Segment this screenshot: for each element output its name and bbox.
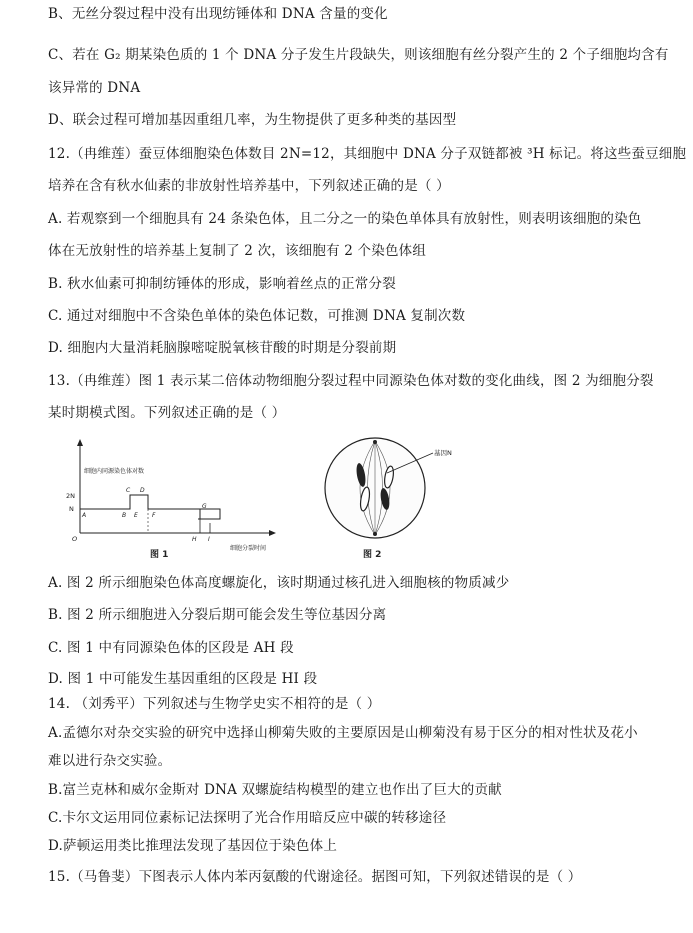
- question-13-stem-cont: 某时期模式图。下列叙述正确的是（ ）: [48, 405, 286, 421]
- option-a-q12: A. 若观察到一个细胞具有 24 条染色体，且二分之一的染色单体具有放射性，则表明该细胞的染色: [48, 211, 642, 227]
- figure-1-graph: [60, 433, 290, 563]
- curve-drop-segment: [80, 495, 200, 519]
- point-b: B: [122, 512, 127, 519]
- question-12-stem-cont: 培养在含有秋水仙素的非放射性培养基中，下列叙述正确的是（ ）: [48, 178, 450, 194]
- centrosome-bottom: [373, 532, 377, 536]
- point-h: H: [192, 536, 197, 543]
- origin-label: O: [72, 535, 78, 543]
- option-a-q12-cont: 体在无放射性的培养基上复制了 2 次，该细胞有 2 个染色体组: [48, 243, 427, 259]
- homolog-pairs-curve: [80, 495, 220, 519]
- figure-1-caption: 图 1: [150, 550, 169, 560]
- y-axis-label: 细胞内同源染色体对数: [84, 468, 145, 475]
- option-b-q12: B. 秋水仙素可抑制纺锤体的形成，影响着丝点的正常分裂: [48, 276, 396, 292]
- centrosome-top: [373, 440, 377, 444]
- tick-2n: 2N: [66, 492, 75, 500]
- option-b-q11: B、无丝分裂过程中没有出现纺锤体和 DNA 含量的变化: [48, 6, 388, 22]
- point-f: F: [152, 512, 156, 519]
- point-g: G: [202, 503, 207, 510]
- option-a-q14: A.孟德尔对杂交实验的研究中选择山柳菊失败的主要原因是山柳菊没有易于区分的相对性状及花小: [48, 725, 638, 741]
- x-axis-arrow: [269, 530, 276, 536]
- option-d-q11: D、联会过程可增加基因重组几率，为生物提供了更多种类的基因型: [48, 112, 457, 128]
- point-d: D: [140, 487, 145, 494]
- x-axis-label: 细胞分裂时间: [230, 545, 267, 552]
- option-b-q14: B.富兰克林和威尔金斯对 DNA 双螺旋结构模型的建立也作出了巨大的贡献: [48, 782, 502, 798]
- point-a: A: [82, 512, 87, 519]
- option-c-q11-cont: 该异常的 DNA: [48, 80, 141, 96]
- option-c-q12: C. 通过对细胞中不含染色单体的染色体记数，可推测 DNA 复制次数: [48, 308, 466, 324]
- figure-2-cell: [315, 433, 495, 563]
- option-c-q11: C、若在 G₂ 期某染色质的 1 个 DNA 分子发生片段缺失，则该细胞有丝分裂产生的 2 个子细胞均含有: [48, 47, 669, 63]
- option-b-q13: B. 图 2 所示细胞进入分裂后期可能会发生等位基因分离: [48, 607, 387, 623]
- figures-q13: [60, 433, 480, 563]
- point-c: C: [126, 487, 131, 494]
- option-d-q12: D. 细胞内大量消耗脑腺嘧啶脱氧核苷酸的时期是分裂前期: [48, 340, 397, 356]
- question-12-stem: 12.（冉维莲）蚕豆体细胞染色体数目 2N=12，其细胞中 DNA 分子双链都被 ³H 标记。将这些蚕豆细胞: [48, 146, 687, 162]
- y-axis-arrow: [77, 439, 83, 446]
- option-a-q13: A. 图 2 所示细胞染色体高度螺旋化，该时期通过核孔进入细胞核的物质减少: [48, 575, 510, 591]
- point-i: I: [208, 536, 210, 543]
- option-d-q14: D.萨顿运用类比推理法发现了基因位于染色体上: [48, 838, 338, 854]
- option-a-q14-cont: 难以进行杂交实验。: [48, 753, 172, 769]
- option-c-q14: C.卡尔文运用同位素标记法探明了光合作用暗反应中碳的转移途径: [48, 810, 447, 826]
- gene-n-label: 基因N: [434, 449, 452, 457]
- question-14-stem: 14. （刘秀平）下列叙述与生物学史实不相符的是（ ）: [48, 696, 381, 712]
- figure-2-caption: 图 2: [363, 550, 382, 560]
- question-13-stem: 13.（冉维莲）图 1 表示某二倍体动物细胞分裂过程中同源染色体对数的变化曲线，图 2 为细胞分裂: [48, 373, 654, 389]
- tick-n: N: [69, 505, 74, 513]
- question-15-stem: 15.（马鲁斐）下图表示人体内苯丙氨酸的代谢途径。据图可知，下列叙述错误的是（ ）: [48, 869, 582, 885]
- point-e: E: [134, 512, 138, 519]
- option-d-q13: D. 图 1 中可能发生基因重组的区段是 HI 段: [48, 671, 318, 687]
- option-c-q13: C. 图 1 中有同源染色体的区段是 AH 段: [48, 640, 294, 656]
